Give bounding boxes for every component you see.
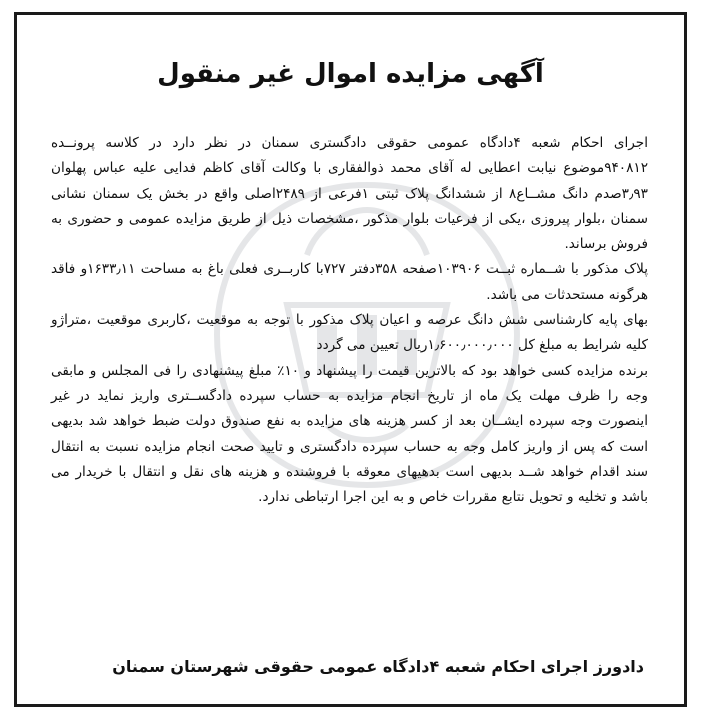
notice-paragraph: برنده مزایده کسی خواهد بود که بالاترین قیمت را پیشنهاد و ۱۰٪ مبلغ پیشنهادی را فی المجلس و مابقی وجه را ظرف مهلت یک ماه از تاریخ انجام مزایده به حساب سپرده دادگســتری واریز نماید در غیر اینصورت وجه سپرده ایشــان بعد از کسر هزینه های مزایده به نفع صندوق دولت ضبط خواهد شد بدیهی است که پس از واریز کامل وجه به حساب سپرده دادگستری و تایید صحت انجام مزایده نسبت به انتقال سند اقدام خواهد شــد بدیهی است بدهیهای معوقه با فروشنده و هزینه های نقل و انتقال با خریدار می باشد و تخلیه و تحویل نتابع مقررات خاص و به این اجرا ارتباطی ندارد. bbox=[51, 362, 648, 506]
notice-frame bbox=[14, 12, 687, 707]
notice-body bbox=[51, 131, 648, 510]
notice-signature: دادورز اجرای احکام شعبه ۴دادگاه عمومی حقوقی شهرستان سمنان bbox=[112, 657, 644, 676]
notice-paragraph: پلاک مذکور با شــماره ثبــت ۱۰۳۹۰۶صفحه ۳۵۸دفتر ۷۲۷با کاربــری فعلی باغ به مساحت ۱۶۳۳٫۱۱و فاقد هرگونه مستحدثات می باشد. bbox=[51, 261, 648, 303]
notice-paragraph: بهای پایه کارشناسی شش دانگ عرصه و اعیان پلاک مذکور با توجه به موقعیت ،کاربری موقعیت ،متراژو کلیه شرایط به مبلغ کل ۱٫۶۰۰٫۰۰۰٫۰۰۰ریال تعیین می گردد bbox=[51, 312, 648, 354]
notice-paragraph: اجرای احکام شعبه ۴دادگاه عمومی حقوقی دادگستری سمنان در نظر دارد در کلاسه پرونــده ۹۴۰۸۱۲موضوع نیابت اعطایی له آقای محمد ذوالفقاری با وکالت آقای کاظم فدایی علیه عباس پهلوان ۳٫۹۳صدم دانگ مشــاع۸ از ششدانگ پلاک ثبتی ۱فرعی از ۲۴۸۹اصلی واقع در بخش یک سمنان نشانی سمنان ،بلوار پیروزی ،یکی از فرعیات بلوار مذکور ،مشخصات ذیل از طریق مزایده عمومی و حضوری به فروش برساند. bbox=[51, 135, 648, 253]
notice-title: آگهی مزایده اموال غیر منقول bbox=[157, 59, 544, 89]
